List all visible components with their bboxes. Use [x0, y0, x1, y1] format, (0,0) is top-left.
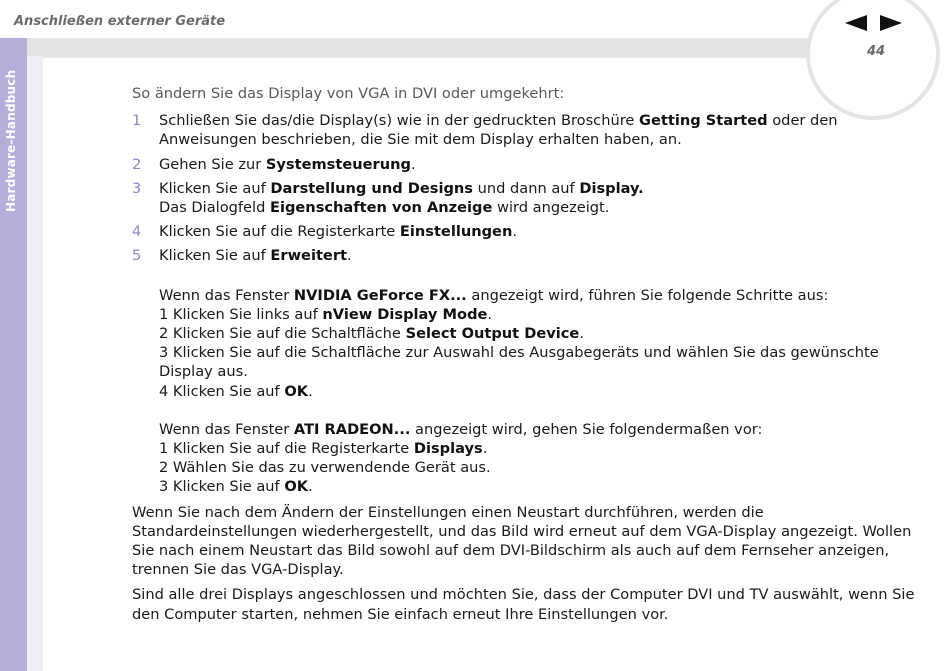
bold-text: NVIDIA GeForce FX... — [293, 286, 467, 304]
bold-text: nView Display Mode — [322, 305, 488, 323]
list-item — [132, 246, 932, 265]
nvidia-step — [159, 305, 932, 324]
step-bold: Systemsteuerung — [265, 155, 411, 173]
sidebar-label: Hardware-Handbuch — [4, 69, 18, 212]
nvidia-intro — [159, 286, 932, 305]
text: . — [308, 478, 313, 496]
ati-instructions — [159, 420, 932, 497]
step-bold: Einstellungen — [399, 223, 513, 241]
next-page-button[interactable] — [880, 14, 902, 32]
text: . — [308, 382, 313, 400]
step-text: . — [347, 247, 352, 265]
text: angezeigt wird, gehen Sie folgendermaßen vor: — [410, 420, 763, 438]
bold-text: Select Output Device — [405, 325, 580, 343]
steps-list — [132, 111, 932, 265]
text: . — [579, 325, 584, 343]
step-bold: Darstellung und Designs — [270, 179, 473, 197]
step-number: 4 — [132, 223, 142, 241]
main-content — [132, 84, 932, 630]
text: . — [482, 440, 488, 458]
bold-text: OK — [284, 382, 309, 400]
ati-step — [159, 439, 932, 458]
ati-intro — [159, 420, 932, 439]
step-text: Das Dialogfeld — [159, 199, 270, 217]
header-bar — [0, 38, 820, 58]
three-displays-note: Sind alle drei Displays angeschlossen und möchten Sie, dass der Computer DVI und TV auswählt, wenn Sie den Computer starten, nehmen Sie einfach erneut Ihre Einstellungen vor. — [132, 586, 915, 623]
nvidia-instructions — [159, 286, 932, 401]
sub-instructions — [132, 286, 932, 497]
step-text: Klicken Sie auf — [159, 179, 271, 197]
step-text: . — [512, 223, 517, 241]
text: Wenn das Fenster — [159, 420, 294, 438]
step-bold: Getting Started — [639, 112, 768, 130]
sidebar-inner-edge — [27, 56, 43, 671]
list-item — [132, 222, 932, 241]
list-item — [132, 111, 932, 149]
step-text: . — [410, 155, 416, 173]
restart-note: Wenn Sie nach dem Ändern der Einstellungen einen Neustart durchführen, werden die Standardeinstellungen wiederhergestellt, und das Bild wird erneut auf dem VGA-Display angezeigt. Wollen Sie nach einem Neustart das Bild sowohl auf dem DVI-Bildschirm als auch auf dem Fernseher anzeigen, trennen Sie das VGA-Display. — [132, 503, 912, 579]
step-bold: Erweitert — [270, 247, 348, 265]
step-number: 3 — [132, 179, 142, 197]
list-item — [132, 179, 932, 217]
section-title: Anschließen externer Geräte — [14, 14, 226, 29]
text: 1 Klicken Sie links auf — [159, 305, 323, 323]
text: angezeigt wird, führen Sie folgende Schritte aus: — [466, 286, 829, 304]
step-text: Schließen Sie das/die Display(s) wie in der gedruckten Broschüre — [159, 112, 639, 130]
step-text: Gehen Sie zur — [159, 155, 266, 173]
step-text: wird angezeigt. — [492, 199, 610, 217]
arrow-right-icon — [880, 14, 902, 32]
bold-text: OK — [284, 478, 309, 496]
page-number: 44 — [866, 44, 886, 59]
text: Wenn das Fenster — [159, 286, 294, 304]
ati-step — [159, 477, 932, 496]
step-bold: Eigenschaften von Anzeige — [269, 199, 493, 217]
step-text: oder den Anweisungen beschrieben, die Sie mit dem Display erhalten haben, an. — [159, 112, 838, 149]
bold-text: ATI RADEON... — [293, 420, 411, 438]
step-number: 5 — [132, 247, 142, 265]
nvidia-step — [159, 382, 932, 401]
text: 1 Klicken Sie auf die Registerkarte — [159, 440, 414, 458]
step-number: 2 — [132, 155, 142, 173]
step-text: und dann auf — [472, 179, 580, 197]
step-text: Klicken Sie auf die Registerkarte — [159, 223, 400, 241]
previous-page-button[interactable] — [845, 14, 867, 32]
step-number: 1 — [132, 112, 142, 130]
bold-text: Displays — [413, 440, 483, 458]
intro-text: So ändern Sie das Display von VGA in DVI oder umgekehrt: — [132, 85, 565, 102]
arrow-left-icon — [845, 14, 867, 32]
text: 3 Klicken Sie auf — [159, 478, 285, 496]
step-text: Klicken Sie auf — [159, 247, 271, 265]
nvidia-step: 3 Klicken Sie auf die Schaltfläche zur Auswahl des Ausgabegeräts und wählen Sie das gewünschte Display aus. — [159, 344, 879, 381]
text: 4 Klicken Sie auf — [159, 382, 285, 400]
nvidia-step — [159, 324, 932, 343]
step-bold: Display. — [579, 179, 644, 197]
ati-step: 2 Wählen Sie das zu verwendende Gerät aus. — [159, 459, 491, 477]
text: . — [487, 305, 493, 323]
text: 2 Klicken Sie auf die Schaltfläche — [159, 325, 406, 343]
list-item — [132, 155, 932, 174]
